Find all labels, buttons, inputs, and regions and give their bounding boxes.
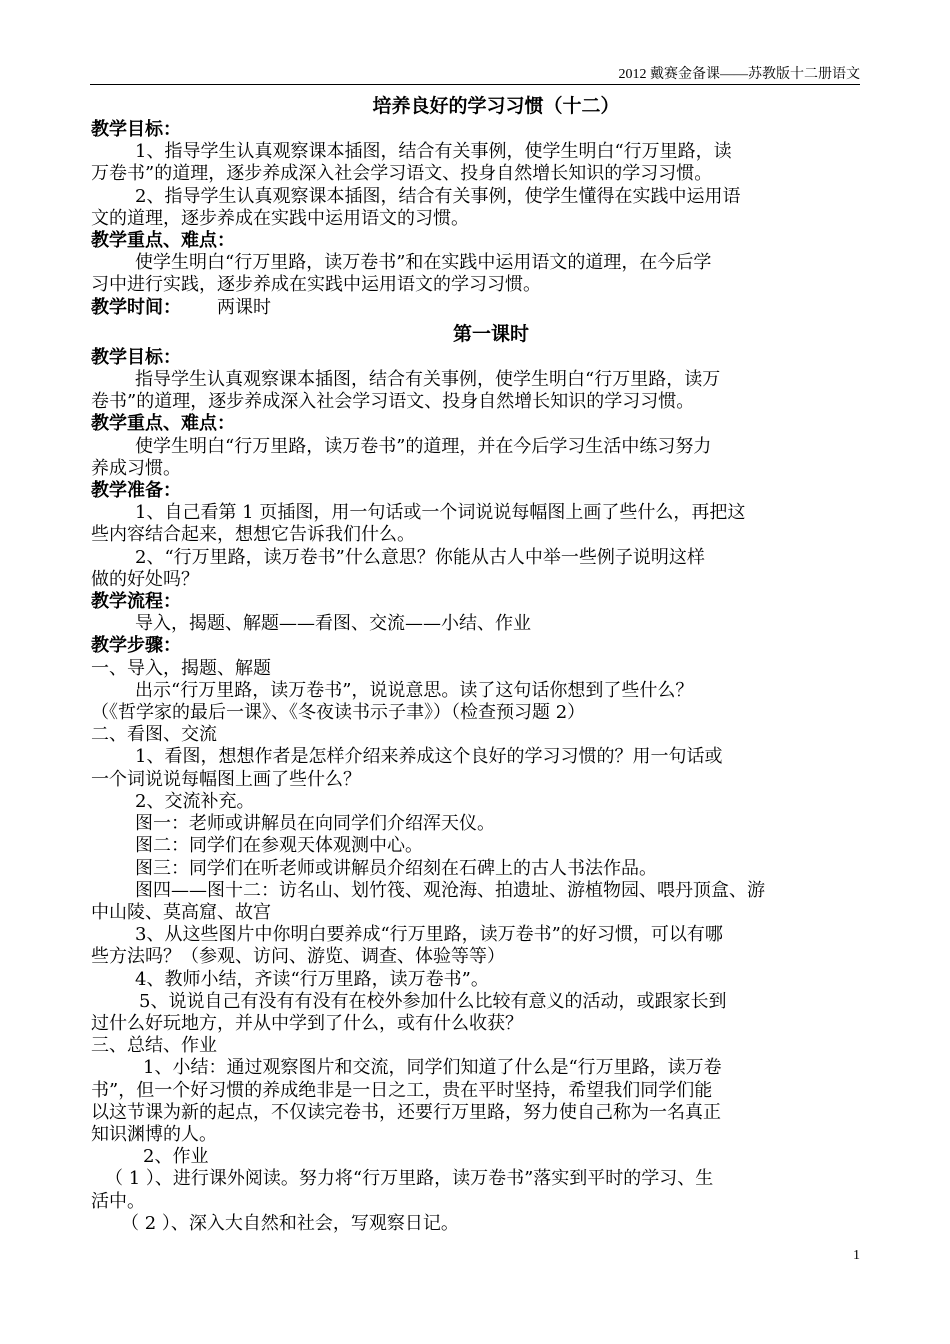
step-line: 出示“行万里路，读万卷书”，说说意思。读了这句话你想到了些什么？: [135, 679, 694, 701]
goal-line: 文的道理，逐步养成在实践中运用语文的习惯。: [91, 207, 469, 229]
step-line: （《哲学家的最后一课》、《冬夜读书示子聿》）（检查预习题 2）: [91, 702, 586, 724]
step-line: 些方法吗？（参观、访问、游览、调查、体验等等）: [91, 946, 505, 968]
flow-line: 导入，揭题、解题——看图、交流——小结、作业: [135, 613, 531, 635]
key-line: 使学生明白“行万里路，读万卷书”和在实践中运用语文的道理，在今后学: [135, 252, 712, 274]
lesson-key-line: 养成习惯。: [91, 457, 181, 479]
step-line: 活中。: [91, 1190, 145, 1212]
step-line: 中山陵、莫高窟、故宫: [91, 901, 271, 923]
key-heading: 教学重点、难点：: [91, 230, 235, 252]
goals-heading: 教学目标：: [91, 119, 181, 140]
goal-line: 1、指导学生认真观察课本插图，结合有关事例，使学生明白“行万里路，读: [135, 141, 732, 163]
step-line: 以这节课为新的起点，不仅读完卷书，还要行万里路，努力使自己称为一名真正: [91, 1101, 721, 1123]
step-line: 2、交流补充。: [135, 790, 255, 812]
step-line: 3、从这些图片中你明白要养成“行万里路，读万卷书”的好习惯，可以有哪: [135, 924, 723, 946]
lesson-key-line: 使学生明白“行万里路，读万卷书”的道理，并在今后学习生活中练习努力: [135, 435, 712, 457]
step-line: 图三：同学们在听老师或讲解员介绍刻在石碑上的古人书法作品。: [135, 857, 657, 879]
lesson-title: 第一课时: [452, 322, 529, 345]
goal-line: 2、指导学生认真观察课本插图，结合有关事例，使学生懂得在实践中运用语: [135, 185, 741, 207]
step-line: 一个词说说每幅图上画了些什么？: [91, 768, 361, 790]
step-line: 知识渊博的人。: [91, 1123, 217, 1145]
step-line: 1、小结：通过观察图片和交流，同学们知道了什么是“行万里路，读万卷: [143, 1057, 722, 1079]
flow-heading: 教学流程：: [91, 591, 181, 613]
page-header: 2012 戴赛金备课——苏教版十二册语文: [618, 67, 860, 82]
time-label: 教学时间：: [91, 296, 181, 318]
step-line: 图四——图十二：访名山、划竹筏、观沧海、拍遗址、游植物园、喂丹顶盒、游: [135, 879, 765, 901]
step-section-heading: 一、导入，揭题、解题: [91, 657, 271, 679]
lesson-key-heading: 教学重点、难点：: [91, 413, 235, 435]
prep-heading: 教学准备：: [91, 480, 181, 502]
step-line: 过什么好玩地方，并从中学到了什么，或有什么收获？: [91, 1012, 523, 1034]
step-line: 书”，但一个好习惯的养成绝非是一日之工，贵在平时坚持，希望我们同学们能: [91, 1079, 713, 1101]
step-line: 1、看图，想想作者是怎样介绍来养成这个良好的学习习惯的？用一句话或: [135, 746, 723, 768]
step-line: 4、教师小结，齐读“行万里路，读万卷书”。: [135, 968, 489, 990]
prep-line: 些内容结合起来，想想它告诉我们什么。: [91, 524, 415, 546]
step-section-heading: 二、看图、交流: [91, 724, 217, 746]
goal-line: 万卷书”的道理，逐步养成深入社会学习语文、投身自然增长知识的学习习惯。: [91, 163, 713, 185]
document-title: 培养良好的学习习惯（十二）: [372, 95, 620, 117]
prep-line: 2、“行万里路，读万卷书”什么意思？你能从古人中举一些例子说明这样: [135, 546, 705, 568]
document-body: [91, 93, 861, 1235]
time-value: 两课时: [217, 296, 271, 318]
step-line: （ 1 ）、进行课外阅读。努力将“行万里路，读万卷书”落实到平时的学习、生: [105, 1168, 714, 1190]
step-line: 图二：同学们在参观天体观测中心。: [135, 835, 423, 857]
time-heading: [91, 297, 861, 319]
step-line: （ 2 ）、深入大自然和社会，写观察日记。: [121, 1212, 459, 1234]
step-section-heading: 三、总结、作业: [91, 1035, 217, 1057]
lesson-goals-heading: 教学目标：: [91, 346, 181, 368]
lesson-goal-line: 卷书”的道理，逐步养成深入社会学习语文、投身自然增长知识的学习习惯。: [91, 391, 695, 413]
step-line: 5、说说自己有没有有没有在校外参加什么比较有意义的活动，或跟家长到: [139, 990, 727, 1012]
prep-line: 做的好处吗？: [91, 568, 199, 590]
key-line: 习中进行实践，逐步养成在实践中运用语文的学习习惯。: [91, 274, 541, 296]
header-rule: [90, 84, 860, 85]
steps-heading: 教学步骤：: [91, 635, 181, 657]
step-line: 图一：老师或讲解员在向同学们介绍浑天仪。: [135, 813, 495, 835]
prep-line: 1、自己看第 1 页插图，用一句话或一个词说说每幅图上画了些什么，再把这: [135, 502, 746, 524]
step-line: 2、作业: [143, 1146, 209, 1168]
page-number: 1: [853, 1248, 860, 1263]
lesson-goal-line: 指导学生认真观察课本插图，结合有关事例，使学生明白“行万里路，读万: [135, 369, 721, 391]
